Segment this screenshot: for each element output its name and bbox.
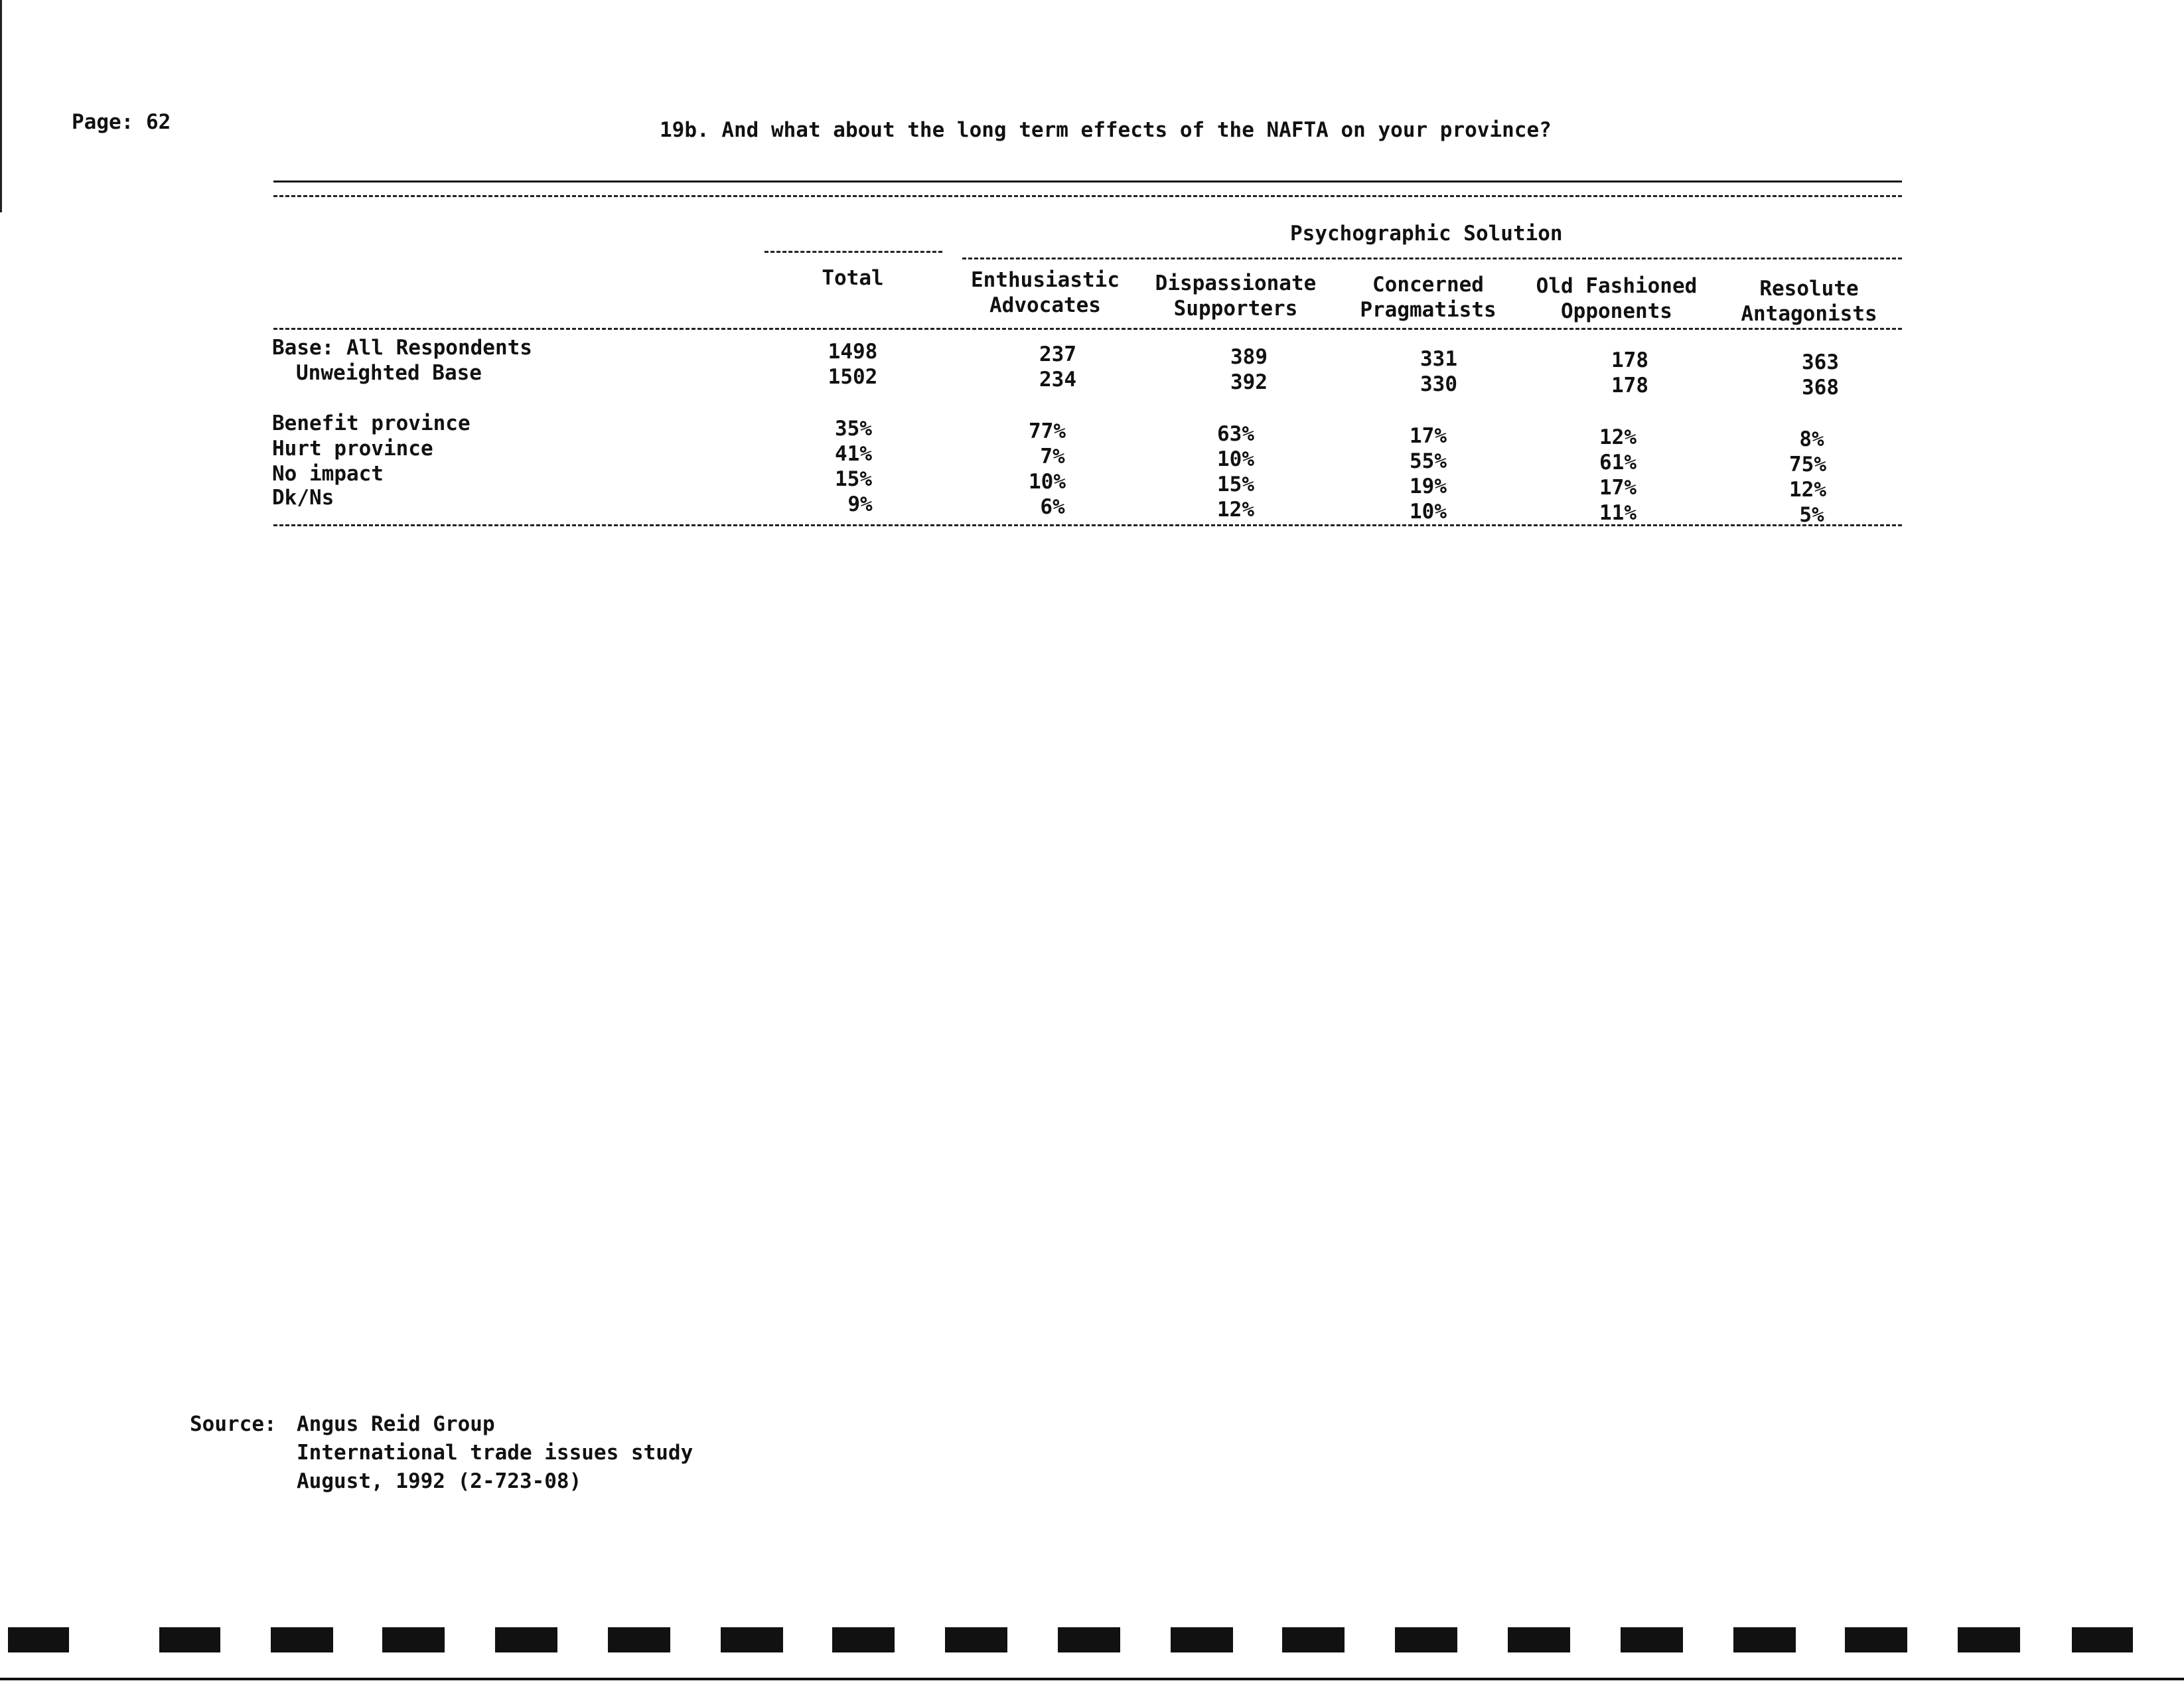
source-line-date: August, 1992 (2-723-08) bbox=[297, 1469, 582, 1493]
binding-mark bbox=[832, 1627, 895, 1652]
question-title: 19b. And what about the long term effects of the NAFTA on your province? bbox=[660, 118, 1552, 142]
table-cell: 368 bbox=[1802, 376, 1839, 400]
source-line-organization: Angus Reid Group bbox=[297, 1412, 495, 1436]
table-cell: 7% bbox=[1040, 445, 1065, 469]
binding-mark bbox=[1621, 1627, 1683, 1652]
column-header-enthusiastic-advocates: Enthusiastic Advocates bbox=[971, 268, 1120, 317]
table-cell: 15% bbox=[1217, 473, 1254, 496]
table-cell: 35% bbox=[835, 417, 872, 441]
table-cell: 55% bbox=[1410, 449, 1447, 473]
row-label-unweighted-base: Unweighted Base bbox=[296, 361, 482, 385]
table-cell: 8% bbox=[1799, 427, 1824, 451]
column-header-total: Total bbox=[822, 266, 884, 290]
total-header-rule bbox=[764, 251, 942, 253]
header-bottom-rule bbox=[273, 328, 1902, 330]
table-cell: 17% bbox=[1599, 476, 1637, 500]
table-cell: 10% bbox=[1029, 470, 1066, 494]
row-label-benefit-province: Benefit province bbox=[272, 411, 471, 435]
table-cell: 63% bbox=[1217, 422, 1254, 446]
binding-mark bbox=[1508, 1627, 1570, 1652]
binding-mark bbox=[1733, 1627, 1796, 1652]
binding-mark bbox=[271, 1627, 333, 1652]
left-margin-rule bbox=[0, 0, 2, 212]
table-cell: 5% bbox=[1799, 503, 1824, 527]
table-cell: 75% bbox=[1789, 453, 1826, 476]
binding-mark bbox=[1395, 1627, 1457, 1652]
binding-mark bbox=[382, 1627, 445, 1652]
table-cell: 10% bbox=[1410, 500, 1447, 524]
row-label-no-impact: No impact bbox=[272, 462, 384, 486]
table-cell: 12% bbox=[1789, 478, 1826, 502]
binding-mark bbox=[1282, 1627, 1345, 1652]
table-cell: 392 bbox=[1230, 370, 1268, 394]
binding-mark bbox=[1171, 1627, 1233, 1652]
binding-mark bbox=[495, 1627, 557, 1652]
row-label-hurt-province: Hurt province bbox=[272, 437, 433, 461]
binding-mark bbox=[1958, 1627, 2020, 1652]
row-label-base: Base: All Respondents bbox=[272, 336, 532, 360]
binding-mark bbox=[1845, 1627, 1907, 1652]
column-header-resolute-antagonists: Resolute Antagonists bbox=[1741, 277, 1877, 326]
group-header-rule bbox=[962, 257, 1902, 259]
table-cell: 1502 bbox=[828, 365, 878, 389]
table-bottom-rule bbox=[273, 524, 1902, 526]
table-cell: 1498 bbox=[828, 340, 878, 364]
table-cell: 9% bbox=[847, 492, 873, 516]
table-cell: 330 bbox=[1420, 372, 1457, 396]
binding-mark bbox=[608, 1627, 670, 1652]
binding-mark bbox=[1058, 1627, 1120, 1652]
table-cell: 61% bbox=[1599, 451, 1637, 475]
table-cell: 331 bbox=[1420, 347, 1457, 371]
table-cell: 15% bbox=[835, 467, 872, 491]
source-label: Source: bbox=[190, 1412, 277, 1436]
table-cell: 10% bbox=[1217, 447, 1254, 471]
table-cell: 389 bbox=[1230, 345, 1268, 369]
table-cell: 77% bbox=[1029, 419, 1066, 443]
table-cell: 19% bbox=[1410, 475, 1447, 498]
column-header-dispassionate-supporters: Dispassionate Supporters bbox=[1155, 271, 1317, 321]
table-cell: 234 bbox=[1039, 368, 1076, 392]
column-header-old-fashioned-opponents: Old Fashioned Opponents bbox=[1536, 274, 1698, 323]
table-cell: 6% bbox=[1040, 495, 1065, 519]
column-header-concerned-pragmatists: Concerned Pragmatists bbox=[1360, 273, 1496, 322]
table-cell: 178 bbox=[1611, 374, 1648, 398]
table-cell: 363 bbox=[1802, 350, 1839, 374]
source-line-study: International trade issues study bbox=[297, 1441, 693, 1465]
table-cell: 17% bbox=[1410, 424, 1447, 448]
binding-mark bbox=[8, 1627, 69, 1652]
binding-mark bbox=[945, 1627, 1007, 1652]
table-cell: 41% bbox=[835, 442, 872, 466]
table-cell: 12% bbox=[1599, 425, 1637, 449]
table-cell: 237 bbox=[1039, 342, 1076, 366]
group-header: Psychographic Solution bbox=[1290, 222, 1563, 246]
top-solid-rule bbox=[273, 181, 1902, 183]
page-number: Page: 62 bbox=[72, 110, 171, 134]
top-dashed-rule bbox=[273, 195, 1902, 197]
binding-mark bbox=[721, 1627, 783, 1652]
bottom-edge-rule bbox=[0, 1678, 2184, 1680]
table-cell: 12% bbox=[1217, 498, 1254, 522]
binding-mark bbox=[159, 1627, 220, 1652]
binding-strip bbox=[0, 1619, 2184, 1659]
table-cell: 178 bbox=[1611, 348, 1648, 372]
table-cell: 11% bbox=[1599, 501, 1637, 525]
row-label-dk-ns: Dk/Ns bbox=[272, 486, 334, 510]
binding-mark bbox=[2072, 1627, 2133, 1652]
